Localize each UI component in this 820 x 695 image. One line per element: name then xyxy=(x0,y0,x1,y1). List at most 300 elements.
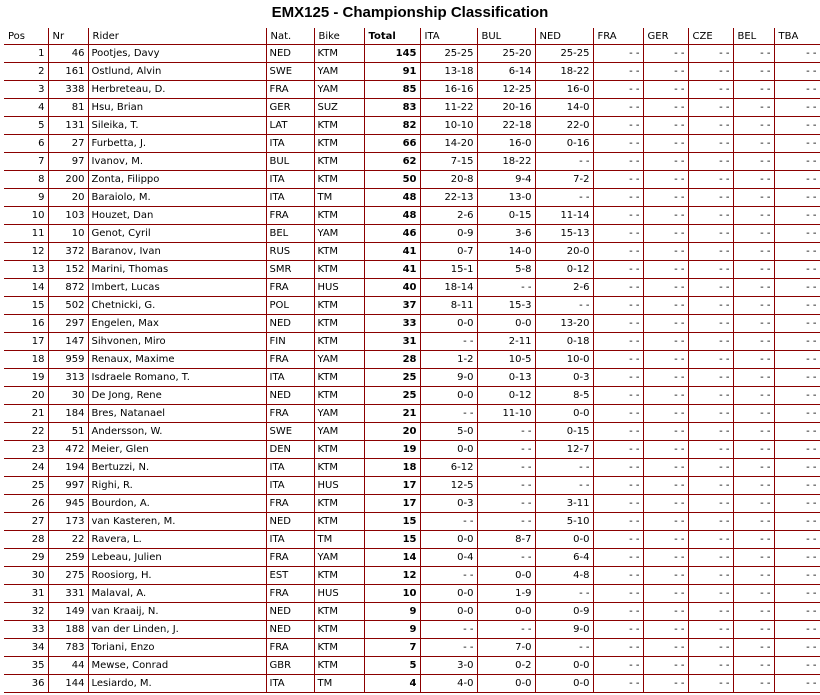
round-score-cell: - - xyxy=(688,153,733,171)
round-score-cell: 0-0 xyxy=(420,531,477,549)
round-score-cell: - - xyxy=(774,423,820,441)
table-row xyxy=(4,297,820,315)
round-score-cell: - - xyxy=(733,189,774,207)
round-score-cell: - - xyxy=(774,621,820,639)
round-score-cell: - - xyxy=(593,333,643,351)
round-score-cell: - - xyxy=(733,621,774,639)
round-score-cell: 14-0 xyxy=(535,99,593,117)
bike-cell: KTM xyxy=(314,333,364,351)
nr-cell: 22 xyxy=(48,531,88,549)
nr-cell: 149 xyxy=(48,603,88,621)
round-score-cell: - - xyxy=(688,387,733,405)
round-score-cell: - - xyxy=(774,495,820,513)
round-score-cell: 0-0 xyxy=(535,405,593,423)
col-header-round: TBA xyxy=(774,28,820,45)
rider-cell: Ivanov, M. xyxy=(88,153,266,171)
round-score-cell: - - xyxy=(643,441,688,459)
total-cell: 10 xyxy=(364,585,420,603)
round-score-cell: - - xyxy=(643,81,688,99)
rider-cell: Mewse, Conrad xyxy=(88,657,266,675)
round-score-cell: - - xyxy=(733,567,774,585)
round-score-cell: - - xyxy=(643,657,688,675)
rider-cell: Pootjes, Davy xyxy=(88,45,266,63)
round-score-cell: - - xyxy=(593,243,643,261)
nr-cell: 872 xyxy=(48,279,88,297)
round-score-cell: - - xyxy=(593,171,643,189)
pos-cell: 6 xyxy=(4,135,48,153)
total-cell: 85 xyxy=(364,81,420,99)
nat-cell: SMR xyxy=(266,261,314,279)
round-score-cell: - - xyxy=(477,279,535,297)
round-score-cell: 0-7 xyxy=(420,243,477,261)
bike-cell: KTM xyxy=(314,45,364,63)
table-row xyxy=(4,45,820,63)
table-row xyxy=(4,621,820,639)
round-score-cell: - - xyxy=(774,171,820,189)
pos-cell: 17 xyxy=(4,333,48,351)
round-score-cell: 14-0 xyxy=(477,243,535,261)
rider-cell: Engelen, Max xyxy=(88,315,266,333)
round-score-cell: - - xyxy=(733,135,774,153)
round-score-cell: - - xyxy=(420,621,477,639)
round-score-cell: - - xyxy=(535,459,593,477)
nat-cell: SWE xyxy=(266,63,314,81)
pos-cell: 27 xyxy=(4,513,48,531)
round-score-cell: - - xyxy=(643,351,688,369)
bike-cell: TM xyxy=(314,189,364,207)
bike-cell: KTM xyxy=(314,441,364,459)
total-cell: 15 xyxy=(364,513,420,531)
round-score-cell: - - xyxy=(643,45,688,63)
round-score-cell: - - xyxy=(733,675,774,693)
round-score-cell: 6-14 xyxy=(477,63,535,81)
nr-cell: 131 xyxy=(48,117,88,135)
total-cell: 41 xyxy=(364,261,420,279)
bike-cell: TM xyxy=(314,531,364,549)
pos-cell: 36 xyxy=(4,675,48,693)
round-score-cell: - - xyxy=(643,189,688,207)
round-score-cell: 13-20 xyxy=(535,315,593,333)
round-score-cell: 0-9 xyxy=(535,603,593,621)
round-score-cell: 0-0 xyxy=(420,441,477,459)
pos-cell: 7 xyxy=(4,153,48,171)
nr-cell: 152 xyxy=(48,261,88,279)
round-score-cell: - - xyxy=(733,459,774,477)
nat-cell: NED xyxy=(266,513,314,531)
round-score-cell: 18-14 xyxy=(420,279,477,297)
table-row xyxy=(4,207,820,225)
round-score-cell: 2-6 xyxy=(420,207,477,225)
table-row xyxy=(4,261,820,279)
round-score-cell: - - xyxy=(688,63,733,81)
nr-cell: 259 xyxy=(48,549,88,567)
round-score-cell: - - xyxy=(733,351,774,369)
table-row xyxy=(4,441,820,459)
total-cell: 9 xyxy=(364,621,420,639)
nr-cell: 173 xyxy=(48,513,88,531)
round-score-cell: - - xyxy=(774,315,820,333)
round-score-cell: - - xyxy=(643,603,688,621)
pos-cell: 2 xyxy=(4,63,48,81)
round-score-cell: - - xyxy=(688,603,733,621)
table-row xyxy=(4,117,820,135)
round-score-cell: - - xyxy=(688,189,733,207)
round-score-cell: 0-0 xyxy=(535,675,593,693)
col-header-nr: Nr xyxy=(48,28,88,45)
total-cell: 83 xyxy=(364,99,420,117)
bike-cell: KTM xyxy=(314,621,364,639)
rider-cell: Genot, Cyril xyxy=(88,225,266,243)
round-score-cell: - - xyxy=(733,279,774,297)
total-cell: 5 xyxy=(364,657,420,675)
round-score-cell: - - xyxy=(593,351,643,369)
round-score-cell: 10-5 xyxy=(477,351,535,369)
bike-cell: KTM xyxy=(314,369,364,387)
pos-cell: 12 xyxy=(4,243,48,261)
nr-cell: 81 xyxy=(48,99,88,117)
round-score-cell: - - xyxy=(733,315,774,333)
round-score-cell: - - xyxy=(643,279,688,297)
nat-cell: SWE xyxy=(266,423,314,441)
round-score-cell: - - xyxy=(420,639,477,657)
round-score-cell: 2-11 xyxy=(477,333,535,351)
pos-cell: 31 xyxy=(4,585,48,603)
round-score-cell: - - xyxy=(774,369,820,387)
total-cell: 31 xyxy=(364,333,420,351)
round-score-cell: 0-12 xyxy=(535,261,593,279)
total-cell: 41 xyxy=(364,243,420,261)
table-row xyxy=(4,225,820,243)
pos-cell: 25 xyxy=(4,477,48,495)
round-score-cell: 5-10 xyxy=(535,513,593,531)
nr-cell: 297 xyxy=(48,315,88,333)
nr-cell: 30 xyxy=(48,387,88,405)
col-header-round: ITA xyxy=(420,28,477,45)
rider-cell: Malaval, A. xyxy=(88,585,266,603)
rider-cell: Sihvonen, Miro xyxy=(88,333,266,351)
table-row xyxy=(4,531,820,549)
round-score-cell: - - xyxy=(593,549,643,567)
table-row xyxy=(4,387,820,405)
round-score-cell: - - xyxy=(593,441,643,459)
round-score-cell: - - xyxy=(477,513,535,531)
round-score-cell: - - xyxy=(688,405,733,423)
nat-cell: ITA xyxy=(266,531,314,549)
round-score-cell: - - xyxy=(688,639,733,657)
bike-cell: TM xyxy=(314,675,364,693)
round-score-cell: - - xyxy=(774,387,820,405)
total-cell: 91 xyxy=(364,63,420,81)
total-cell: 21 xyxy=(364,405,420,423)
table-row xyxy=(4,405,820,423)
round-score-cell: - - xyxy=(593,207,643,225)
round-score-cell: - - xyxy=(688,657,733,675)
round-score-cell: - - xyxy=(593,99,643,117)
round-score-cell: - - xyxy=(688,621,733,639)
round-score-cell: - - xyxy=(477,621,535,639)
nr-cell: 313 xyxy=(48,369,88,387)
rider-cell: Lebeau, Julien xyxy=(88,549,266,567)
round-score-cell: - - xyxy=(593,45,643,63)
round-score-cell: - - xyxy=(733,45,774,63)
nr-cell: 161 xyxy=(48,63,88,81)
round-score-cell: 0-4 xyxy=(420,549,477,567)
nr-cell: 184 xyxy=(48,405,88,423)
pos-cell: 35 xyxy=(4,657,48,675)
nat-cell: ITA xyxy=(266,189,314,207)
round-score-cell: - - xyxy=(688,99,733,117)
total-cell: 7 xyxy=(364,639,420,657)
round-score-cell: 9-4 xyxy=(477,171,535,189)
round-score-cell: - - xyxy=(774,81,820,99)
pos-cell: 30 xyxy=(4,567,48,585)
pos-cell: 3 xyxy=(4,81,48,99)
table-row xyxy=(4,513,820,531)
round-score-cell: - - xyxy=(688,261,733,279)
pos-cell: 29 xyxy=(4,549,48,567)
round-score-cell: 7-2 xyxy=(535,171,593,189)
round-score-cell: 0-15 xyxy=(477,207,535,225)
pos-cell: 1 xyxy=(4,45,48,63)
rider-cell: Hsu, Brian xyxy=(88,99,266,117)
bike-cell: KTM xyxy=(314,117,364,135)
rider-cell: Sileika, T. xyxy=(88,117,266,135)
nr-cell: 188 xyxy=(48,621,88,639)
bike-cell: HUS xyxy=(314,477,364,495)
round-score-cell: - - xyxy=(774,297,820,315)
col-header-round: BUL xyxy=(477,28,535,45)
round-score-cell: 8-5 xyxy=(535,387,593,405)
round-score-cell: 16-16 xyxy=(420,81,477,99)
round-score-cell: 2-6 xyxy=(535,279,593,297)
round-score-cell: - - xyxy=(688,315,733,333)
round-score-cell: - - xyxy=(643,99,688,117)
round-score-cell: - - xyxy=(535,189,593,207)
round-score-cell: - - xyxy=(688,369,733,387)
pos-cell: 26 xyxy=(4,495,48,513)
round-score-cell: - - xyxy=(643,405,688,423)
round-score-cell: 16-0 xyxy=(477,135,535,153)
pos-cell: 28 xyxy=(4,531,48,549)
round-score-cell: - - xyxy=(733,639,774,657)
round-score-cell: - - xyxy=(535,297,593,315)
round-score-cell: 15-1 xyxy=(420,261,477,279)
round-score-cell: - - xyxy=(593,315,643,333)
table-row xyxy=(4,675,820,693)
rider-cell: Bertuzzi, N. xyxy=(88,459,266,477)
round-score-cell: - - xyxy=(593,153,643,171)
total-cell: 18 xyxy=(364,459,420,477)
bike-cell: KTM xyxy=(314,207,364,225)
round-score-cell: - - xyxy=(733,117,774,135)
total-cell: 25 xyxy=(364,369,420,387)
table-row xyxy=(4,603,820,621)
total-cell: 82 xyxy=(364,117,420,135)
round-score-cell: - - xyxy=(774,441,820,459)
nat-cell: RUS xyxy=(266,243,314,261)
bike-cell: KTM xyxy=(314,261,364,279)
pos-cell: 32 xyxy=(4,603,48,621)
round-score-cell: - - xyxy=(643,153,688,171)
rider-cell: Houzet, Dan xyxy=(88,207,266,225)
round-score-cell: 20-16 xyxy=(477,99,535,117)
round-score-cell: - - xyxy=(643,513,688,531)
bike-cell: KTM xyxy=(314,459,364,477)
col-header-rider: Rider xyxy=(88,28,266,45)
round-score-cell: - - xyxy=(593,117,643,135)
rider-cell: Bourdon, A. xyxy=(88,495,266,513)
round-score-cell: - - xyxy=(774,657,820,675)
nat-cell: POL xyxy=(266,297,314,315)
nr-cell: 10 xyxy=(48,225,88,243)
round-score-cell: - - xyxy=(733,405,774,423)
total-cell: 9 xyxy=(364,603,420,621)
round-score-cell: - - xyxy=(774,675,820,693)
round-score-cell: 9-0 xyxy=(535,621,593,639)
round-score-cell: - - xyxy=(774,153,820,171)
round-score-cell: 0-16 xyxy=(535,135,593,153)
round-score-cell: - - xyxy=(688,171,733,189)
round-score-cell: 11-10 xyxy=(477,405,535,423)
round-score-cell: - - xyxy=(593,405,643,423)
nr-cell: 194 xyxy=(48,459,88,477)
bike-cell: KTM xyxy=(314,297,364,315)
round-score-cell: 16-0 xyxy=(535,81,593,99)
round-score-cell: - - xyxy=(688,333,733,351)
round-score-cell: 22-0 xyxy=(535,117,593,135)
nat-cell: ITA xyxy=(266,477,314,495)
round-score-cell: 0-0 xyxy=(420,315,477,333)
bike-cell: KTM xyxy=(314,603,364,621)
round-score-cell: - - xyxy=(593,225,643,243)
round-score-cell: - - xyxy=(535,477,593,495)
round-score-cell: - - xyxy=(593,657,643,675)
round-score-cell: 12-25 xyxy=(477,81,535,99)
table-row xyxy=(4,567,820,585)
round-score-cell: - - xyxy=(477,423,535,441)
pos-cell: 23 xyxy=(4,441,48,459)
round-score-cell: - - xyxy=(688,135,733,153)
round-score-cell: - - xyxy=(688,585,733,603)
round-score-cell: - - xyxy=(733,153,774,171)
round-score-cell: 7-15 xyxy=(420,153,477,171)
bike-cell: SUZ xyxy=(314,99,364,117)
round-score-cell: 9-0 xyxy=(420,369,477,387)
total-cell: 14 xyxy=(364,549,420,567)
table-row xyxy=(4,153,820,171)
round-score-cell: - - xyxy=(688,441,733,459)
nat-cell: BEL xyxy=(266,225,314,243)
round-score-cell: - - xyxy=(733,369,774,387)
round-score-cell: - - xyxy=(643,297,688,315)
round-score-cell: 6-12 xyxy=(420,459,477,477)
round-score-cell: - - xyxy=(593,279,643,297)
round-score-cell: 8-11 xyxy=(420,297,477,315)
round-score-cell: - - xyxy=(643,387,688,405)
nr-cell: 103 xyxy=(48,207,88,225)
round-score-cell: 0-0 xyxy=(477,315,535,333)
nr-cell: 959 xyxy=(48,351,88,369)
bike-cell: KTM xyxy=(314,243,364,261)
total-cell: 37 xyxy=(364,297,420,315)
nr-cell: 46 xyxy=(48,45,88,63)
nat-cell: FRA xyxy=(266,585,314,603)
bike-cell: YAM xyxy=(314,405,364,423)
round-score-cell: 0-12 xyxy=(477,387,535,405)
table-row xyxy=(4,549,820,567)
round-score-cell: - - xyxy=(643,63,688,81)
pos-cell: 15 xyxy=(4,297,48,315)
round-score-cell: - - xyxy=(643,315,688,333)
pos-cell: 22 xyxy=(4,423,48,441)
rider-cell: Imbert, Lucas xyxy=(88,279,266,297)
pos-cell: 8 xyxy=(4,171,48,189)
round-score-cell: - - xyxy=(733,387,774,405)
round-score-cell: - - xyxy=(774,603,820,621)
round-score-cell: - - xyxy=(774,135,820,153)
table-row xyxy=(4,459,820,477)
round-score-cell: 0-2 xyxy=(477,657,535,675)
round-score-cell: 13-18 xyxy=(420,63,477,81)
pos-cell: 24 xyxy=(4,459,48,477)
pos-cell: 9 xyxy=(4,189,48,207)
nat-cell: LAT xyxy=(266,117,314,135)
nat-cell: NED xyxy=(266,621,314,639)
round-score-cell: 0-0 xyxy=(477,567,535,585)
round-score-cell: - - xyxy=(688,45,733,63)
round-score-cell: - - xyxy=(593,603,643,621)
round-score-cell: - - xyxy=(643,117,688,135)
table-row xyxy=(4,423,820,441)
round-score-cell: 0-15 xyxy=(535,423,593,441)
col-header-total: Total xyxy=(364,28,420,45)
round-score-cell: 0-3 xyxy=(535,369,593,387)
nr-cell: 144 xyxy=(48,675,88,693)
nr-cell: 51 xyxy=(48,423,88,441)
round-score-cell: - - xyxy=(477,441,535,459)
nat-cell: ITA xyxy=(266,369,314,387)
round-score-cell: - - xyxy=(593,387,643,405)
pos-cell: 4 xyxy=(4,99,48,117)
round-score-cell: - - xyxy=(535,585,593,603)
rider-cell: Roosiorg, H. xyxy=(88,567,266,585)
round-score-cell: 18-22 xyxy=(477,153,535,171)
round-score-cell: - - xyxy=(688,459,733,477)
round-score-cell: 25-25 xyxy=(420,45,477,63)
total-cell: 25 xyxy=(364,387,420,405)
round-score-cell: - - xyxy=(477,495,535,513)
total-cell: 46 xyxy=(364,225,420,243)
nr-cell: 200 xyxy=(48,171,88,189)
rider-cell: Chetnicki, G. xyxy=(88,297,266,315)
round-score-cell: - - xyxy=(733,333,774,351)
nr-cell: 331 xyxy=(48,585,88,603)
pos-cell: 20 xyxy=(4,387,48,405)
round-score-cell: - - xyxy=(593,189,643,207)
round-score-cell: - - xyxy=(688,513,733,531)
round-score-cell: - - xyxy=(733,441,774,459)
nr-cell: 502 xyxy=(48,297,88,315)
round-score-cell: 15-13 xyxy=(535,225,593,243)
bike-cell: KTM xyxy=(314,567,364,585)
round-score-cell: - - xyxy=(643,207,688,225)
col-header-round: CZE xyxy=(688,28,733,45)
round-score-cell: 0-0 xyxy=(477,675,535,693)
rider-cell: Zonta, Filippo xyxy=(88,171,266,189)
round-score-cell: - - xyxy=(774,189,820,207)
rider-cell: Herbreteau, D. xyxy=(88,81,266,99)
round-score-cell: - - xyxy=(774,531,820,549)
